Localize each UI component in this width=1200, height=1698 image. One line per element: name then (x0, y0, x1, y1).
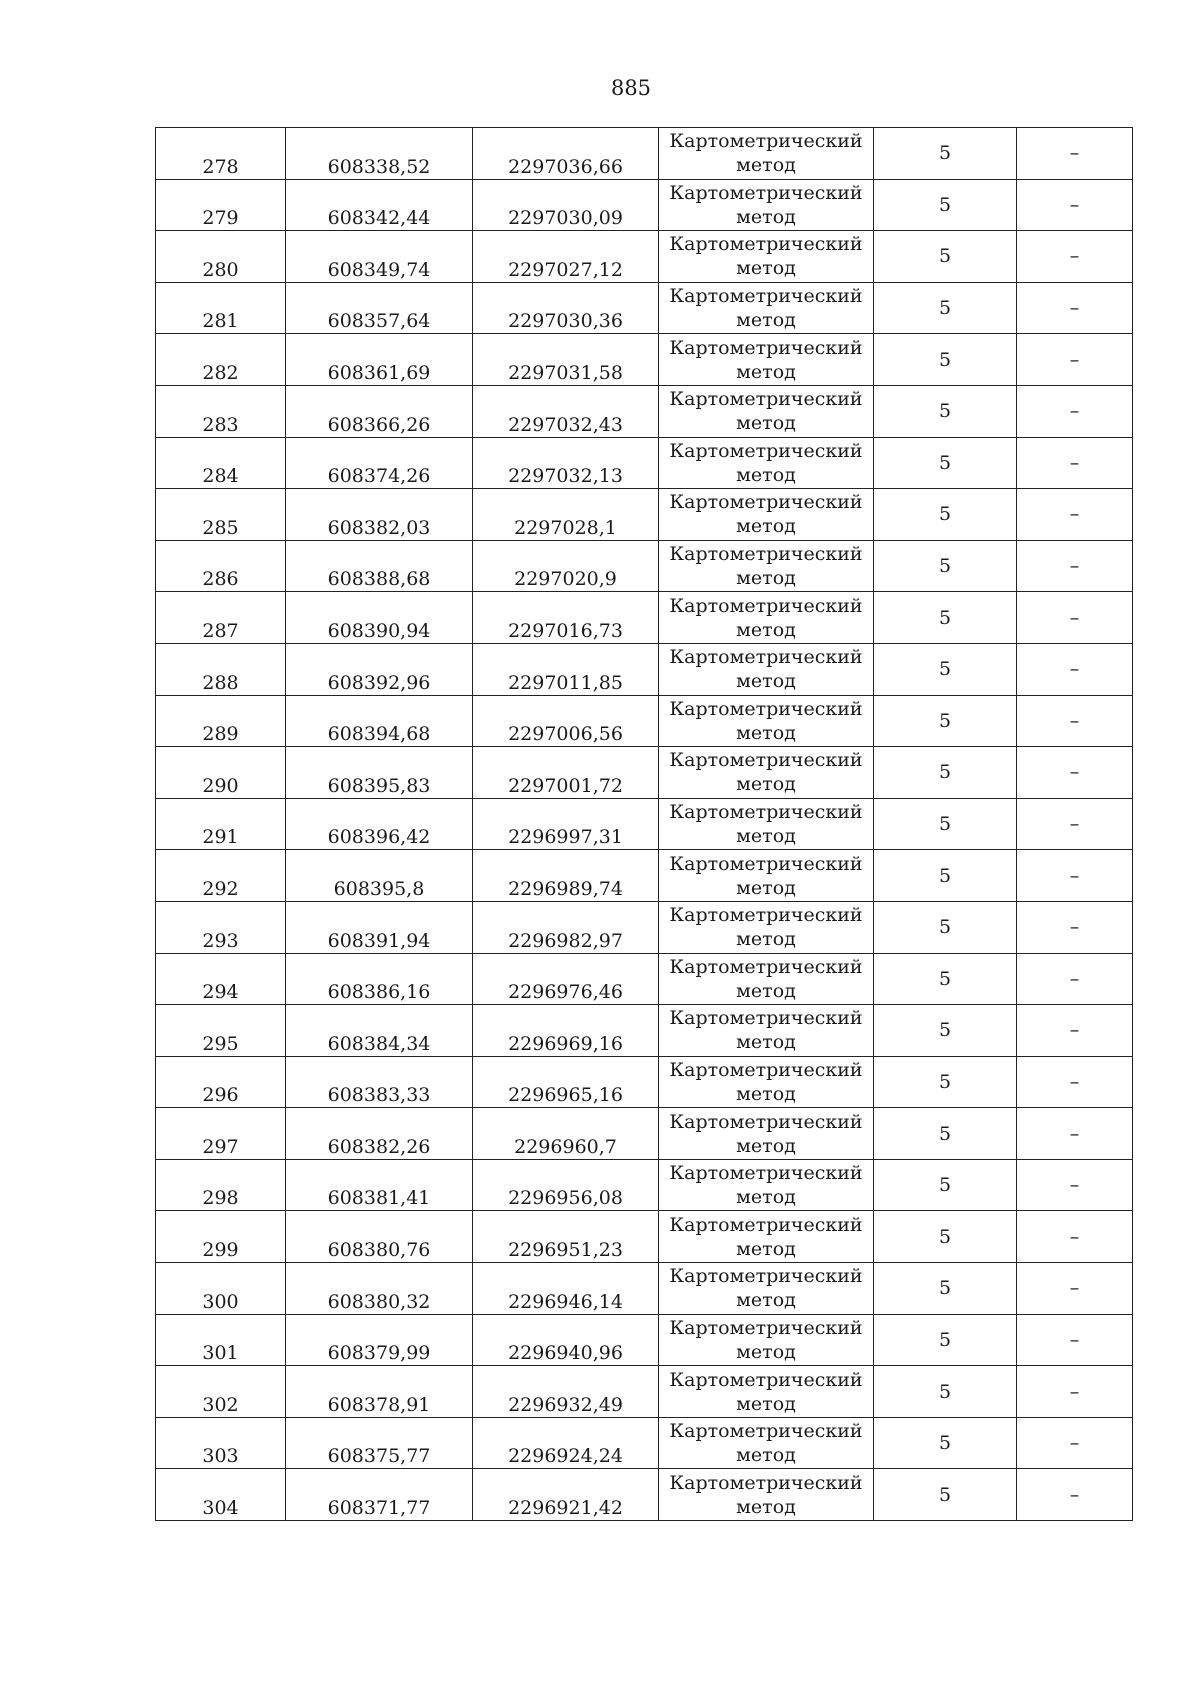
point-number-cell: 295 (156, 1005, 286, 1057)
y-coordinate-cell: 2297032,43 (473, 385, 659, 437)
point-number-cell: 287 (156, 592, 286, 644)
x-coordinate-cell: 608381,41 (286, 1159, 473, 1211)
method-cell (659, 385, 874, 437)
method-line-2: метод (736, 1289, 796, 1312)
x-coordinate-cell: 608380,76 (286, 1211, 473, 1263)
y-coordinate-cell: 2297016,73 (473, 592, 659, 644)
method-cell (659, 1366, 874, 1418)
x-coordinate-cell: 608392,96 (286, 643, 473, 695)
x-coordinate-cell: 608342,44 (286, 179, 473, 231)
method-line-2: метод (736, 1186, 796, 1209)
method-cell (659, 798, 874, 850)
method-cell (659, 128, 874, 180)
extra-cell: – (1017, 643, 1133, 695)
method-line-1: Картометрический (669, 852, 863, 875)
method-line-2: метод (736, 979, 796, 1002)
extra-cell: – (1017, 179, 1133, 231)
table-row (156, 1159, 1133, 1211)
extra-cell: – (1017, 1005, 1133, 1057)
x-coordinate-cell: 608391,94 (286, 901, 473, 953)
y-coordinate-cell: 2297031,58 (473, 334, 659, 386)
accuracy-cell: 5 (874, 334, 1017, 386)
point-number-cell: 290 (156, 747, 286, 799)
accuracy-cell: 5 (874, 1366, 1017, 1418)
extra-cell: – (1017, 1159, 1133, 1211)
method-line-1: Картометрический (669, 1213, 863, 1236)
point-number-cell: 299 (156, 1211, 286, 1263)
x-coordinate-cell: 608371,77 (286, 1469, 473, 1521)
table-row (156, 1417, 1133, 1469)
point-number-cell: 298 (156, 1159, 286, 1211)
method-line-2: метод (736, 205, 796, 228)
method-line-2: метод (736, 1340, 796, 1363)
y-coordinate-cell: 2296997,31 (473, 798, 659, 850)
extra-cell: – (1017, 850, 1133, 902)
extra-cell: – (1017, 1417, 1133, 1469)
method-line-1: Картометрический (669, 697, 863, 720)
y-coordinate-cell: 2297027,12 (473, 231, 659, 283)
accuracy-cell: 5 (874, 1108, 1017, 1160)
table-row (156, 1314, 1133, 1366)
method-line-2: метод (736, 567, 796, 590)
extra-cell: – (1017, 1314, 1133, 1366)
x-coordinate-cell: 608388,68 (286, 540, 473, 592)
extra-cell: – (1017, 953, 1133, 1005)
accuracy-cell: 5 (874, 1263, 1017, 1315)
table-row (156, 334, 1133, 386)
method-line-2: метод (736, 360, 796, 383)
x-coordinate-cell: 608361,69 (286, 334, 473, 386)
method-line-2: метод (736, 1082, 796, 1105)
x-coordinate-cell: 608375,77 (286, 1417, 473, 1469)
point-number-cell: 300 (156, 1263, 286, 1315)
method-line-2: метод (736, 154, 796, 177)
table-row (156, 128, 1133, 180)
method-cell (659, 334, 874, 386)
method-cell (659, 540, 874, 592)
table-row (156, 1469, 1133, 1521)
method-cell (659, 1056, 874, 1108)
extra-cell: – (1017, 231, 1133, 283)
point-number-cell: 302 (156, 1366, 286, 1418)
extra-cell: – (1017, 695, 1133, 747)
accuracy-cell: 5 (874, 282, 1017, 334)
method-line-1: Картометрический (669, 233, 863, 256)
accuracy-cell: 5 (874, 540, 1017, 592)
method-cell (659, 1159, 874, 1211)
table-row (156, 1005, 1133, 1057)
x-coordinate-cell: 608394,68 (286, 695, 473, 747)
y-coordinate-cell: 2296982,97 (473, 901, 659, 953)
y-coordinate-cell: 2296969,16 (473, 1005, 659, 1057)
method-line-1: Картометрический (669, 749, 863, 772)
x-coordinate-cell: 608379,99 (286, 1314, 473, 1366)
table-row (156, 1056, 1133, 1108)
x-coordinate-cell: 608338,52 (286, 128, 473, 180)
method-line-2: метод (736, 463, 796, 486)
method-cell (659, 592, 874, 644)
x-coordinate-cell: 608382,26 (286, 1108, 473, 1160)
extra-cell: – (1017, 798, 1133, 850)
method-line-2: метод (736, 309, 796, 332)
method-line-1: Картометрический (669, 491, 863, 514)
table-row (156, 489, 1133, 541)
point-number-cell: 294 (156, 953, 286, 1005)
method-cell (659, 179, 874, 231)
method-cell (659, 1417, 874, 1469)
y-coordinate-cell: 2296989,74 (473, 850, 659, 902)
y-coordinate-cell: 2297011,85 (473, 643, 659, 695)
accuracy-cell: 5 (874, 850, 1017, 902)
accuracy-cell: 5 (874, 695, 1017, 747)
extra-cell: – (1017, 128, 1133, 180)
y-coordinate-cell: 2296932,49 (473, 1366, 659, 1418)
point-number-cell: 279 (156, 179, 286, 231)
method-line-2: метод (736, 515, 796, 538)
method-line-2: метод (736, 1444, 796, 1467)
table-row (156, 179, 1133, 231)
point-number-cell: 280 (156, 231, 286, 283)
method-line-1: Картометрический (669, 1368, 863, 1391)
extra-cell: – (1017, 592, 1133, 644)
method-line-2: метод (736, 773, 796, 796)
method-line-1: Картометрический (669, 130, 863, 153)
extra-cell: – (1017, 1469, 1133, 1521)
point-number-cell: 278 (156, 128, 286, 180)
extra-cell: – (1017, 385, 1133, 437)
extra-cell: – (1017, 437, 1133, 489)
method-line-1: Картометрический (669, 646, 863, 669)
method-line-2: метод (736, 876, 796, 899)
method-cell (659, 1005, 874, 1057)
method-line-1: Картометрический (669, 1058, 863, 1081)
accuracy-cell: 5 (874, 1314, 1017, 1366)
method-line-1: Картометрический (669, 801, 863, 824)
method-cell (659, 489, 874, 541)
y-coordinate-cell: 2297001,72 (473, 747, 659, 799)
method-line-2: метод (736, 825, 796, 848)
point-number-cell: 285 (156, 489, 286, 541)
extra-cell: – (1017, 1366, 1133, 1418)
method-line-1: Картометрический (669, 1316, 863, 1339)
y-coordinate-cell: 2296946,14 (473, 1263, 659, 1315)
accuracy-cell: 5 (874, 798, 1017, 850)
point-number-cell: 281 (156, 282, 286, 334)
accuracy-cell: 5 (874, 385, 1017, 437)
method-cell (659, 901, 874, 953)
method-line-2: метод (736, 1134, 796, 1157)
accuracy-cell: 5 (874, 179, 1017, 231)
x-coordinate-cell: 608383,33 (286, 1056, 473, 1108)
method-line-1: Картометрический (669, 1162, 863, 1185)
x-coordinate-cell: 608395,8 (286, 850, 473, 902)
extra-cell: – (1017, 901, 1133, 953)
table-row (156, 437, 1133, 489)
y-coordinate-cell: 2296921,42 (473, 1469, 659, 1521)
accuracy-cell: 5 (874, 1159, 1017, 1211)
extra-cell: – (1017, 1056, 1133, 1108)
table-row (156, 1108, 1133, 1160)
method-cell (659, 1211, 874, 1263)
method-line-1: Картометрический (669, 594, 863, 617)
table-row (156, 1263, 1133, 1315)
method-line-1: Картометрический (669, 904, 863, 927)
coordinates-table (155, 127, 1133, 1521)
x-coordinate-cell: 608386,16 (286, 953, 473, 1005)
y-coordinate-cell: 2297036,66 (473, 128, 659, 180)
extra-cell: – (1017, 489, 1133, 541)
method-line-2: метод (736, 1392, 796, 1415)
accuracy-cell: 5 (874, 231, 1017, 283)
y-coordinate-cell: 2297030,36 (473, 282, 659, 334)
extra-cell: – (1017, 1108, 1133, 1160)
accuracy-cell: 5 (874, 901, 1017, 953)
y-coordinate-cell: 2296924,24 (473, 1417, 659, 1469)
page-number: 885 (610, 76, 652, 100)
accuracy-cell: 5 (874, 128, 1017, 180)
table-row (156, 747, 1133, 799)
y-coordinate-cell: 2296956,08 (473, 1159, 659, 1211)
x-coordinate-cell: 608396,42 (286, 798, 473, 850)
table-row (156, 953, 1133, 1005)
extra-cell: – (1017, 540, 1133, 592)
table-row (156, 798, 1133, 850)
method-cell (659, 437, 874, 489)
table-row (156, 385, 1133, 437)
point-number-cell: 304 (156, 1469, 286, 1521)
method-line-1: Картометрический (669, 388, 863, 411)
point-number-cell: 293 (156, 901, 286, 953)
method-line-1: Картометрический (669, 1007, 863, 1030)
y-coordinate-cell: 2296965,16 (473, 1056, 659, 1108)
method-cell (659, 231, 874, 283)
table-row (156, 282, 1133, 334)
method-line-2: метод (736, 257, 796, 280)
accuracy-cell: 5 (874, 747, 1017, 799)
method-cell (659, 282, 874, 334)
method-cell (659, 1314, 874, 1366)
point-number-cell: 283 (156, 385, 286, 437)
method-line-2: метод (736, 670, 796, 693)
method-cell (659, 1108, 874, 1160)
y-coordinate-cell: 2297020,9 (473, 540, 659, 592)
method-cell (659, 747, 874, 799)
y-coordinate-cell: 2297006,56 (473, 695, 659, 747)
method-cell (659, 1263, 874, 1315)
point-number-cell: 303 (156, 1417, 286, 1469)
method-line-2: метод (736, 1495, 796, 1518)
accuracy-cell: 5 (874, 643, 1017, 695)
y-coordinate-cell: 2296951,23 (473, 1211, 659, 1263)
point-number-cell: 301 (156, 1314, 286, 1366)
accuracy-cell: 5 (874, 489, 1017, 541)
table-row (156, 643, 1133, 695)
accuracy-cell: 5 (874, 437, 1017, 489)
x-coordinate-cell: 608395,83 (286, 747, 473, 799)
x-coordinate-cell: 608380,32 (286, 1263, 473, 1315)
x-coordinate-cell: 608384,34 (286, 1005, 473, 1057)
table-row (156, 231, 1133, 283)
accuracy-cell: 5 (874, 953, 1017, 1005)
point-number-cell: 291 (156, 798, 286, 850)
extra-cell: – (1017, 747, 1133, 799)
extra-cell: – (1017, 1263, 1133, 1315)
method-cell (659, 643, 874, 695)
y-coordinate-cell: 2297032,13 (473, 437, 659, 489)
accuracy-cell: 5 (874, 592, 1017, 644)
table-row (156, 592, 1133, 644)
extra-cell: – (1017, 334, 1133, 386)
method-line-1: Картометрический (669, 1265, 863, 1288)
method-cell (659, 953, 874, 1005)
table-row (156, 901, 1133, 953)
y-coordinate-cell: 2296940,96 (473, 1314, 659, 1366)
x-coordinate-cell: 608357,64 (286, 282, 473, 334)
table-body (156, 128, 1133, 1521)
method-line-2: метод (736, 1031, 796, 1054)
method-line-2: метод (736, 618, 796, 641)
accuracy-cell: 5 (874, 1211, 1017, 1263)
accuracy-cell: 5 (874, 1005, 1017, 1057)
x-coordinate-cell: 608366,26 (286, 385, 473, 437)
y-coordinate-cell: 2296960,7 (473, 1108, 659, 1160)
point-number-cell: 297 (156, 1108, 286, 1160)
table-row (156, 850, 1133, 902)
point-number-cell: 284 (156, 437, 286, 489)
table-row (156, 540, 1133, 592)
point-number-cell: 286 (156, 540, 286, 592)
method-line-1: Картометрический (669, 1110, 863, 1133)
table-row (156, 1211, 1133, 1263)
accuracy-cell: 5 (874, 1417, 1017, 1469)
table-row (156, 695, 1133, 747)
accuracy-cell: 5 (874, 1469, 1017, 1521)
method-line-1: Картометрический (669, 439, 863, 462)
accuracy-cell: 5 (874, 1056, 1017, 1108)
x-coordinate-cell: 608378,91 (286, 1366, 473, 1418)
method-cell (659, 1469, 874, 1521)
method-line-2: метод (736, 721, 796, 744)
y-coordinate-cell: 2297030,09 (473, 179, 659, 231)
x-coordinate-cell: 608390,94 (286, 592, 473, 644)
method-line-1: Картометрический (669, 1420, 863, 1443)
method-line-1: Картометрический (669, 955, 863, 978)
method-line-2: метод (736, 928, 796, 951)
method-line-1: Картометрический (669, 1471, 863, 1494)
x-coordinate-cell: 608349,74 (286, 231, 473, 283)
method-cell (659, 695, 874, 747)
method-line-2: метод (736, 412, 796, 435)
y-coordinate-cell: 2296976,46 (473, 953, 659, 1005)
method-line-1: Картометрический (669, 336, 863, 359)
method-line-1: Картометрический (669, 285, 863, 308)
y-coordinate-cell: 2297028,1 (473, 489, 659, 541)
extra-cell: – (1017, 282, 1133, 334)
table-row (156, 1366, 1133, 1418)
point-number-cell: 289 (156, 695, 286, 747)
method-line-1: Картометрический (669, 181, 863, 204)
method-cell (659, 850, 874, 902)
point-number-cell: 288 (156, 643, 286, 695)
method-line-2: метод (736, 1237, 796, 1260)
x-coordinate-cell: 608374,26 (286, 437, 473, 489)
point-number-cell: 282 (156, 334, 286, 386)
method-line-1: Картометрический (669, 543, 863, 566)
x-coordinate-cell: 608382,03 (286, 489, 473, 541)
point-number-cell: 292 (156, 850, 286, 902)
point-number-cell: 296 (156, 1056, 286, 1108)
extra-cell: – (1017, 1211, 1133, 1263)
